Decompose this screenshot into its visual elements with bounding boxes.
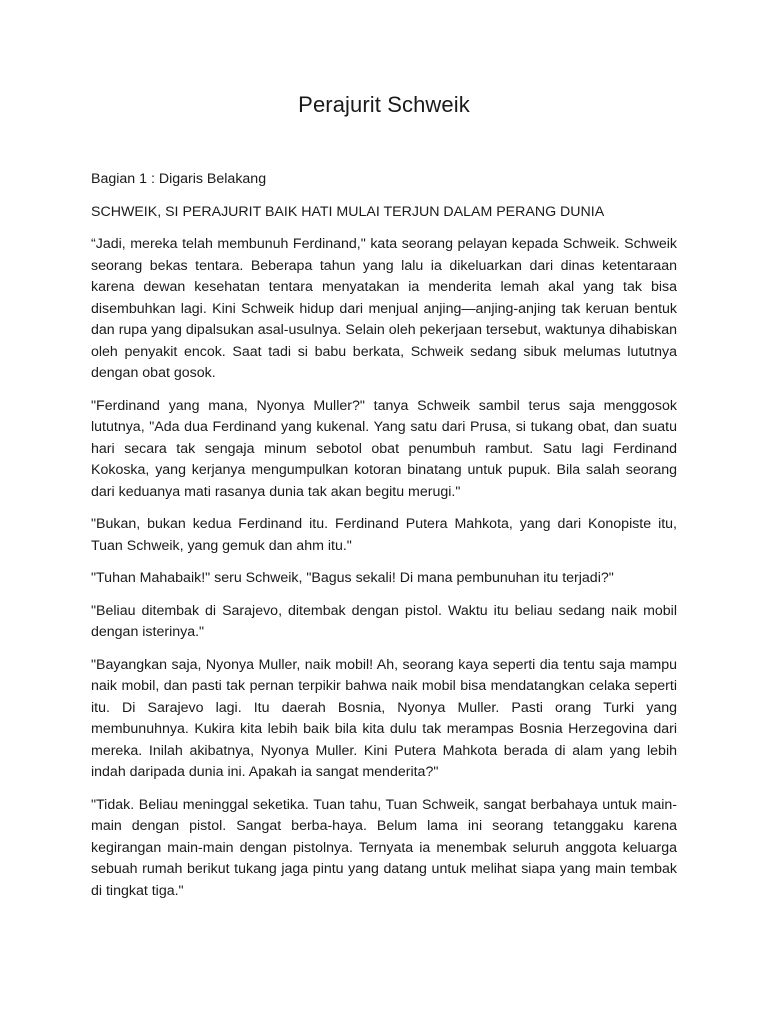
paragraph: "Tuhan Mahabaik!" seru Schweik, "Bagus sekali! Di mana pembunuhan itu terjadi?" bbox=[91, 570, 614, 586]
chapter-heading: SCHWEIK, SI PERAJURIT BAIK HATI MULAI TERJUN DALAM PERANG DUNIA bbox=[91, 203, 605, 220]
paragraph: "Beliau ditembak di Sarajevo, ditembak dengan pistol. Waktu itu beliau sedang naik mobil dengan isterinya." bbox=[91, 602, 677, 640]
document-title: Perajurit Schweik bbox=[298, 92, 470, 117]
paragraph: "Bayangkan saja, Nyonya Muller, naik mobil! Ah, seorang kaya seperti dia tentu saja mampu naik mobil, dan pasti tak pernan terpikir bahwa naik mobil bisa mendatangkan celaka seperti itu. Di Sarajevo lagi. Itu daerah Bosnia, Nyonya Muller. Pasti orang Turki yang membunuhnya. Kukira kita lebih baik bila kita dulu tak merampas Bosnia Herzegovina dari mereka. Inilah akibatnya, Nyonya Muller. Kini Putera Mahkota berada di alam yang lebih indah daripada dunia ini. Apakah ia sangat menderita?" bbox=[91, 656, 677, 780]
paragraph: "Ferdinand yang mana, Nyonya Muller?" tanya Schweik sambil terus saja menggosok lututnya, "Ada dua Ferdinand yang kukenal. Yang satu dari Prusa, si tukang obat, dan suatu hari secara tak sengaja minum sebotol obat penumbuh rambut. Satu lagi Ferdinand Kokoska, yang kerjanya mengumpulkan kotoran binatang untuk pupuk. Bila salah seorang dari keduanya mati rasanya dunia tak akan begitu merugi." bbox=[91, 397, 677, 500]
paragraph: “Jadi, mereka telah membunuh Ferdinand," kata seorang pelayan kepada Schweik. Schweik seorang bekas tentara. Beberapa tahun yang lalu ia dikeluarkan dari dinas ketentaraan karena dewan kesehatan tentara menyatakan ia menderita lemah akal yang tak bisa disembuhkan lagi. Kini Schweik hidup dari menjual anjing—anjing-anjing tak keruan bentuk dan rupa yang dipalsukan asal-usulnya. Selain oleh pekerjaan tersebut, waktunya dihabiskan oleh penyakit encok. Saat tadi si babu berkata, Schweik sedang sibuk melumas lututnya dengan obat gosok. bbox=[91, 236, 677, 381]
document-body bbox=[91, 169, 677, 913]
paragraph: "Tidak. Beliau meninggal seketika. Tuan tahu, Tuan Schweik, sangat berbahaya untuk main-main dengan pistol. Sangat berba-haya. Belum lama ini seorang tetanggaku karena kegirangan main-main dengan pistolnya. Ternyata ia menembak seluruh anggota keluarga sebuah rumah berikut tukang jaga pintu yang datang untuk melihat siapa yang main tembak di tingkat tiga." bbox=[91, 796, 677, 899]
paragraph: "Bukan, bukan kedua Ferdinand itu. Ferdinand Putera Mahkota, yang dari Konopiste itu, Tuan Schweik, yang gemuk dan ahm itu." bbox=[91, 516, 677, 554]
section-heading: Bagian 1 : Digaris Belakang bbox=[91, 171, 267, 187]
